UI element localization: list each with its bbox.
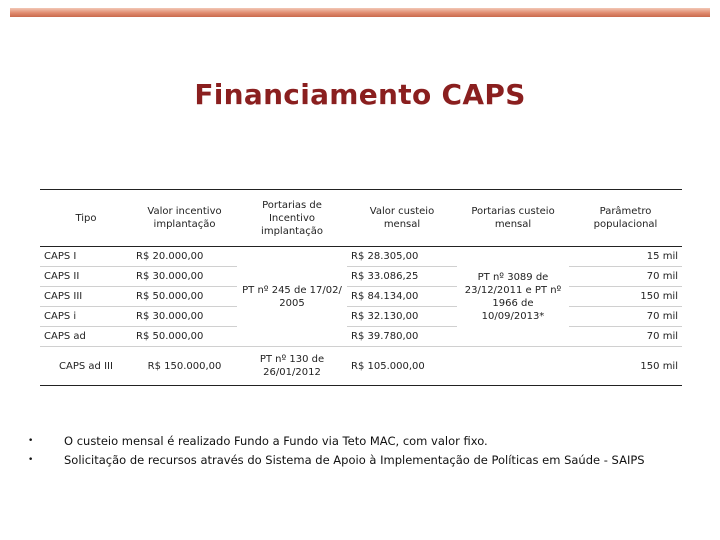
cell-parametro: 70 mil xyxy=(569,267,682,287)
cell-custeio: R$ 84.134,00 xyxy=(347,287,457,307)
table-row xyxy=(40,347,682,386)
cell-valor: R$ 30.000,00 xyxy=(132,267,237,287)
list-item xyxy=(28,451,708,470)
cell-portaria-custeio-empty xyxy=(457,347,569,386)
cell-tipo: CAPS ad xyxy=(40,327,132,347)
cell-tipo: CAPS I xyxy=(40,247,132,267)
cell-tipo: CAPS i xyxy=(40,307,132,327)
cell-custeio: R$ 32.130,00 xyxy=(347,307,457,327)
cell-custeio: R$ 28.305,00 xyxy=(347,247,457,267)
table-row xyxy=(40,247,682,267)
cell-parametro: 15 mil xyxy=(569,247,682,267)
cell-parametro: 150 mil xyxy=(569,347,682,386)
header-decoration-bar xyxy=(10,8,710,17)
table-header-row xyxy=(40,190,682,247)
note-text: Solicitação de recursos através do Sistema de Apoio à Implementação de Políticas em Saúde - SAIPS xyxy=(64,453,645,467)
header-tipo: Tipo xyxy=(40,190,132,247)
bullet-icon: • xyxy=(28,436,34,446)
header-parametro: Parâmetro populacional xyxy=(569,190,682,247)
header-valor-custeio: Valor custeio mensal xyxy=(347,190,457,247)
cell-portaria-custeio: PT nº 3089 de 23/12/2011 e PT nº 1966 de 10/09/2013* xyxy=(457,247,569,347)
cell-parametro: 150 mil xyxy=(569,287,682,307)
cell-portaria-incentivo: PT nº 130 de 26/01/2012 xyxy=(237,347,347,386)
table-row xyxy=(40,307,682,327)
cell-parametro: 70 mil xyxy=(569,327,682,347)
cell-valor: R$ 30.000,00 xyxy=(132,307,237,327)
header-valor-incentivo: Valor incentivo implantação xyxy=(132,190,237,247)
table-row xyxy=(40,327,682,347)
note-text: O custeio mensal é realizado Fundo a Fundo via Teto MAC, com valor fixo. xyxy=(64,434,488,448)
cell-tipo: CAPS III xyxy=(40,287,132,307)
list-item xyxy=(28,432,708,451)
bullet-icon: • xyxy=(28,455,34,465)
cell-portaria-incentivo: PT nº 245 de 17/02/ 2005 xyxy=(237,247,347,347)
cell-valor: R$ 20.000,00 xyxy=(132,247,237,267)
header-portarias-incentivo: Portarias de Incentivo implantação xyxy=(237,190,347,247)
cell-valor: R$ 150.000,00 xyxy=(132,347,237,386)
cell-custeio: R$ 39.780,00 xyxy=(347,327,457,347)
cell-custeio: R$ 33.086,25 xyxy=(347,267,457,287)
header-portarias-custeio: Portarias custeio mensal xyxy=(457,190,569,247)
table-row xyxy=(40,287,682,307)
page-title: Financiamento CAPS xyxy=(194,78,526,111)
cell-tipo: CAPS II xyxy=(40,267,132,287)
cell-valor: R$ 50.000,00 xyxy=(132,327,237,347)
caps-financing-table xyxy=(40,189,682,386)
cell-parametro: 70 mil xyxy=(569,307,682,327)
cell-tipo: CAPS ad III xyxy=(40,347,132,386)
cell-valor: R$ 50.000,00 xyxy=(132,287,237,307)
table-row xyxy=(40,267,682,287)
cell-custeio: R$ 105.000,00 xyxy=(347,347,457,386)
notes-list xyxy=(28,432,708,470)
